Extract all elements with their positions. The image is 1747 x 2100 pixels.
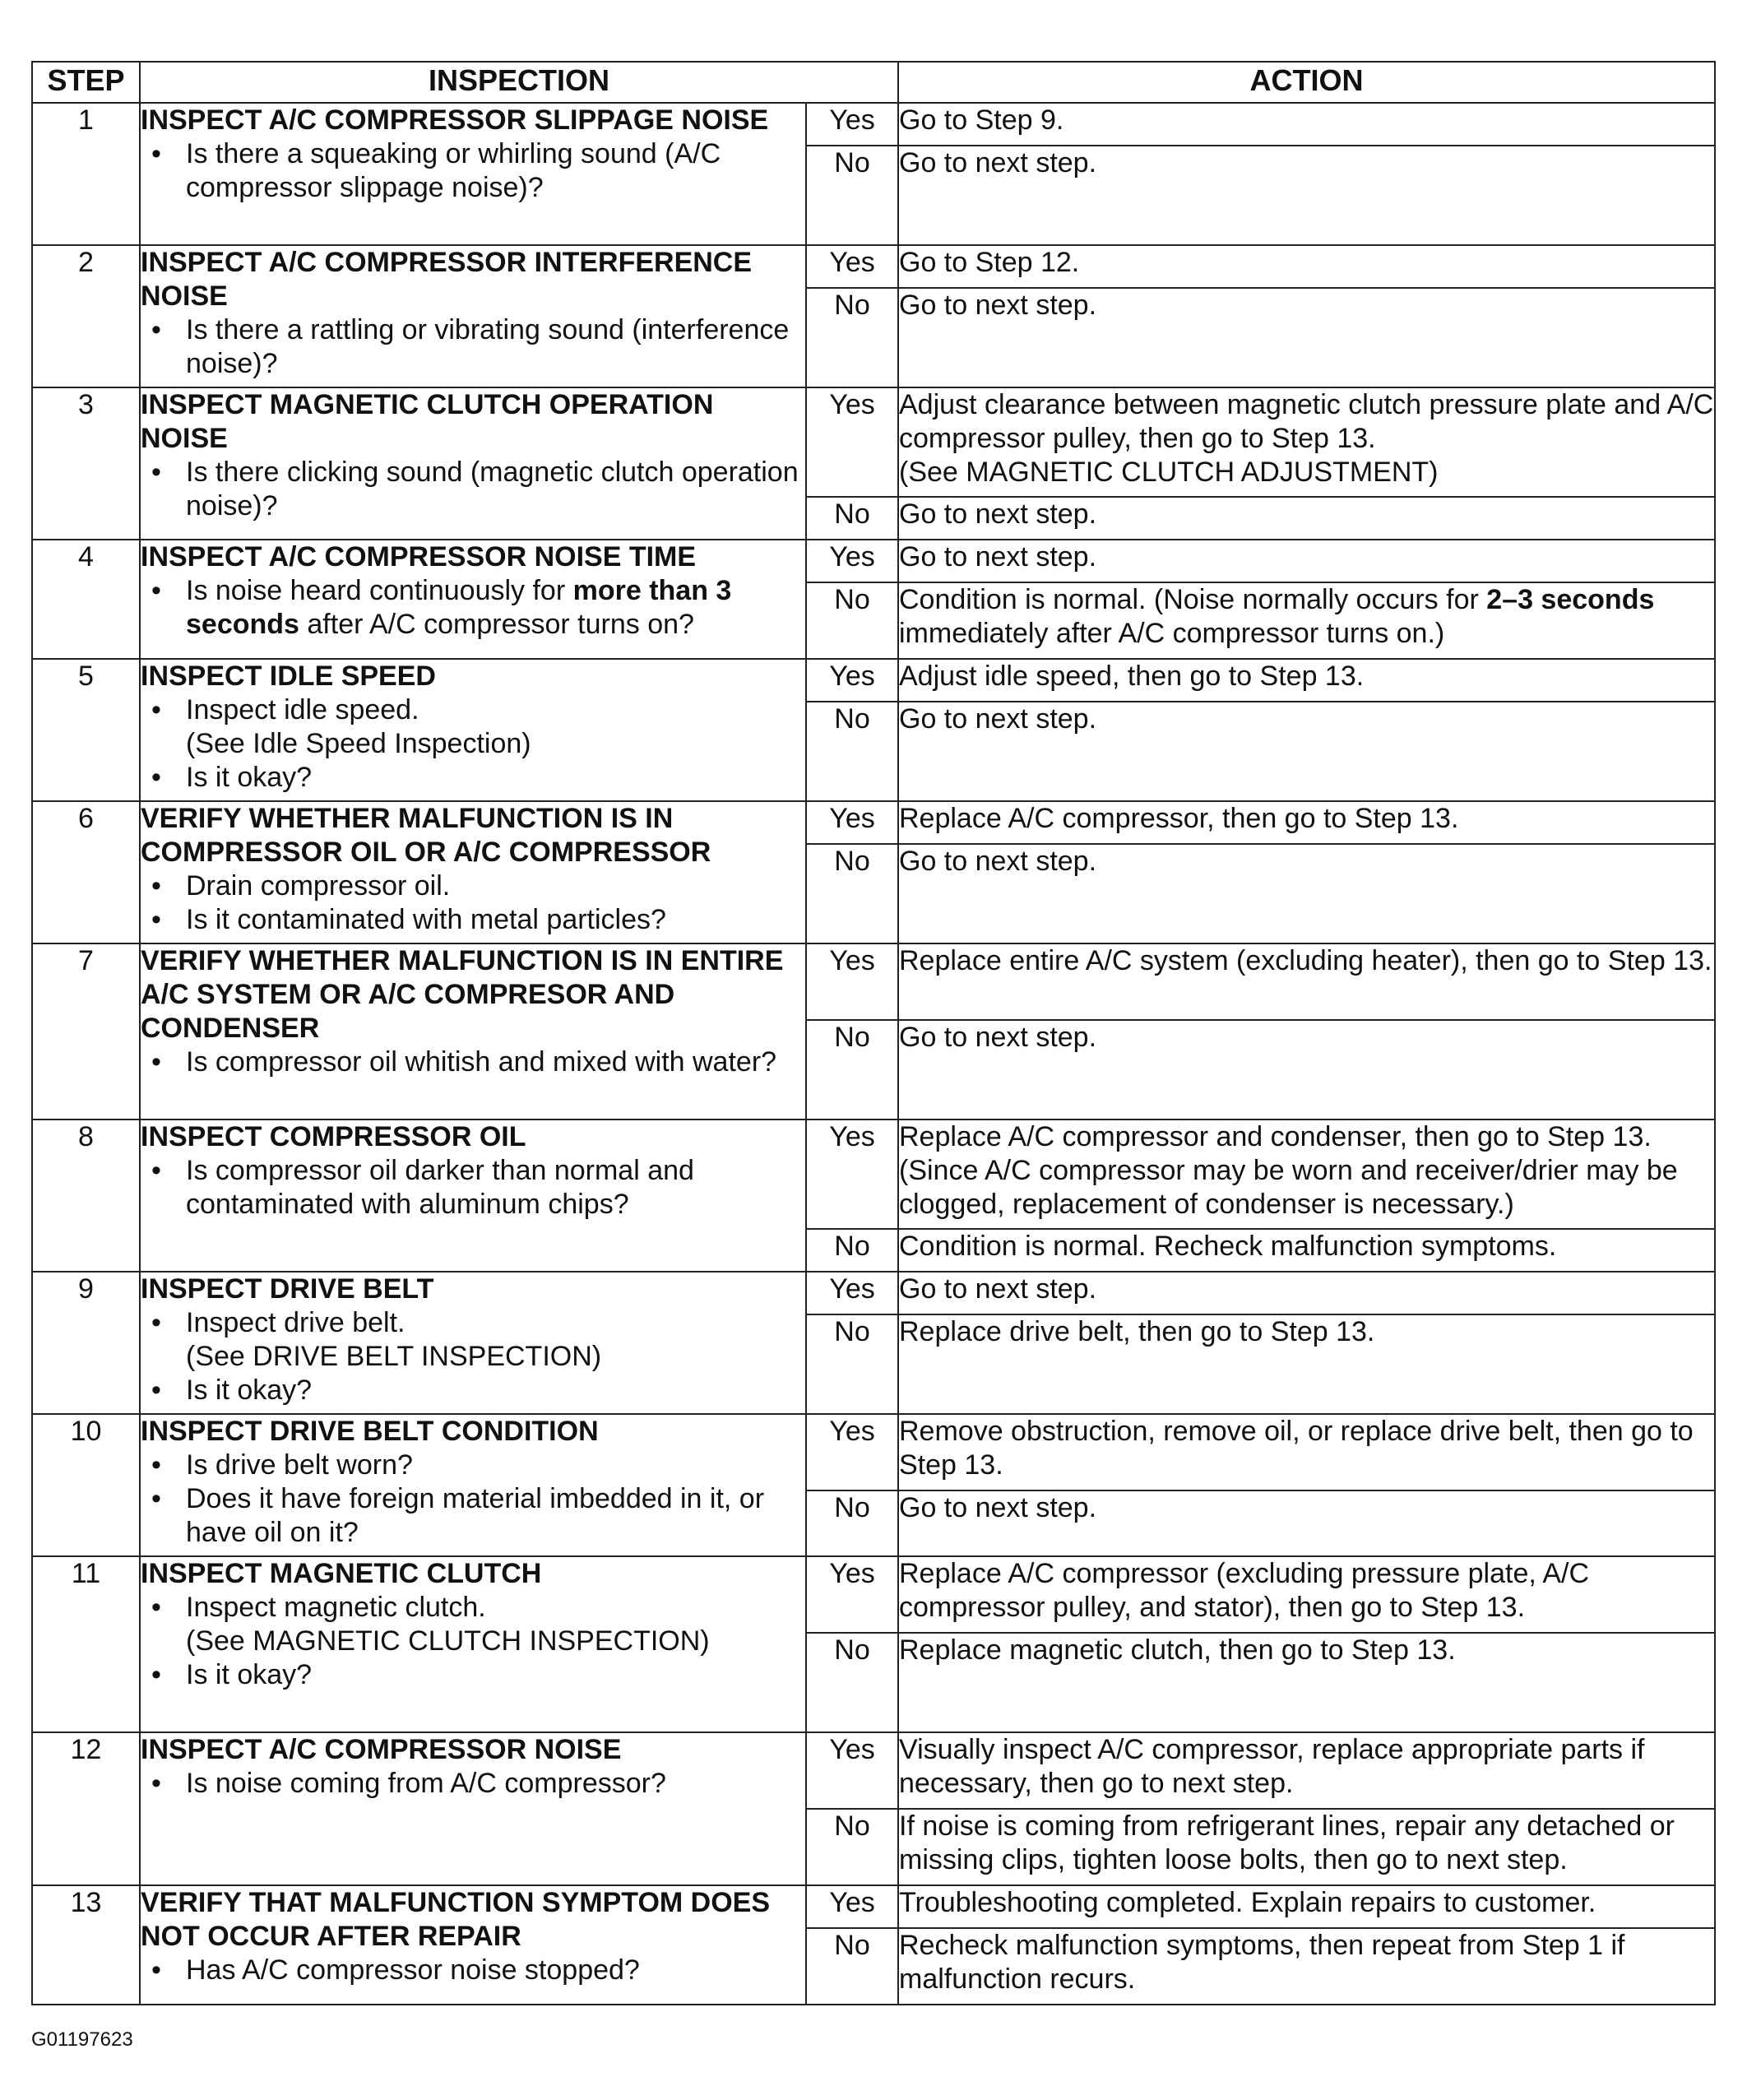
- table-row: [32, 659, 1715, 702]
- step-number: 3: [32, 387, 140, 540]
- answer-yes: Yes: [806, 1732, 898, 1809]
- answer-yes: Yes: [806, 1414, 898, 1490]
- inspection-cell: [140, 245, 806, 387]
- action-cell: Go to next step.: [898, 146, 1715, 245]
- inspection-item: • Is it okay?: [186, 1658, 805, 1692]
- step-number: 13: [32, 1885, 140, 2005]
- answer-yes: Yes: [806, 103, 898, 146]
- step-number: 10: [32, 1414, 140, 1556]
- answer-yes: Yes: [806, 387, 898, 497]
- inspection-item: • Is there a squeaking or whirling sound (A/C compressor slippage noise)?: [186, 137, 805, 205]
- inspection-item: • Is noise coming from A/C compressor?: [186, 1767, 805, 1801]
- item-reference: (See Idle Speed Inspection): [186, 728, 531, 759]
- header-step: STEP: [32, 62, 140, 103]
- inspection-cell: [140, 387, 806, 540]
- table-row: [32, 1732, 1715, 1809]
- table-row: [32, 245, 1715, 288]
- inspection-cell: [140, 540, 806, 659]
- inspection-item: • Is compressor oil whitish and mixed with water?: [186, 1045, 805, 1079]
- inspection-title: INSPECT A/C COMPRESSOR INTERFERENCE NOISE: [141, 247, 753, 312]
- inspection-item: • Is it okay?: [186, 761, 805, 795]
- figure-id: G01197623: [31, 2028, 133, 2051]
- inspection-title: INSPECT MAGNETIC CLUTCH: [141, 1558, 542, 1589]
- step-number: 9: [32, 1272, 140, 1414]
- action-cell: Go to next step.: [898, 497, 1715, 540]
- inspection-title: VERIFY THAT MALFUNCTION SYMPTOM DOES NOT OCCUR AFTER REPAIR: [141, 1887, 771, 1952]
- item-reference: (See MAGNETIC CLUTCH INSPECTION): [186, 1625, 710, 1657]
- action-cell: Go to next step.: [898, 1272, 1715, 1314]
- action-cell: Recheck malfunction symptoms, then repeat from Step 1 if malfunction recurs.: [898, 1928, 1715, 2005]
- action-emphasis: 2–3 seconds: [1486, 584, 1655, 615]
- action-cell: Visually inspect A/C compressor, replace appropriate parts if necessary, then go to next step.: [898, 1732, 1715, 1809]
- item-emphasis: more than 3 seconds: [186, 575, 732, 640]
- action-cell: Replace magnetic clutch, then go to Step 13.: [898, 1633, 1715, 1732]
- action-cell: Adjust idle speed, then go to Step 13.: [898, 659, 1715, 702]
- answer-yes: Yes: [806, 1885, 898, 1928]
- action-cell: Go to next step.: [898, 1020, 1715, 1120]
- table-header-row: [32, 62, 1715, 103]
- action-cell: Remove obstruction, remove oil, or replace drive belt, then go to Step 13.: [898, 1414, 1715, 1490]
- table-row: [32, 103, 1715, 146]
- inspection-cell: [140, 1272, 806, 1414]
- inspection-cell: [140, 943, 806, 1120]
- answer-no: No: [806, 497, 898, 540]
- table-row: [32, 1414, 1715, 1490]
- item-text: after A/C compressor turns on?: [299, 609, 694, 640]
- action-cell: Go to next step.: [898, 702, 1715, 801]
- inspection-item: • Is there a rattling or vibrating sound (interference noise)?: [186, 313, 805, 381]
- action-cell: Replace A/C compressor, then go to Step 13.: [898, 801, 1715, 844]
- inspection-title: INSPECT A/C COMPRESSOR SLIPPAGE NOISE: [141, 104, 769, 136]
- action-cell: Replace A/C compressor and condenser, then go to Step 13. (Since A/C compressor may be worn and receiver/drier may be clogged, replacement of condenser is necessary.): [898, 1120, 1715, 1229]
- table-row: [32, 1556, 1715, 1633]
- step-number: 4: [32, 540, 140, 659]
- action-reference: (See MAGNETIC CLUTCH ADJUSTMENT): [899, 457, 1439, 488]
- inspection-cell: [140, 1120, 806, 1272]
- inspection-item: • Is compressor oil darker than normal and contaminated with aluminum chips?: [186, 1154, 805, 1222]
- step-number: 8: [32, 1120, 140, 1272]
- action-cell: Troubleshooting completed. Explain repairs to customer.: [898, 1885, 1715, 1928]
- answer-no: No: [806, 146, 898, 245]
- answer-no: No: [806, 1633, 898, 1732]
- action-cell: If noise is coming from refrigerant lines, repair any detached or missing clips, tighten loose bolts, then go to next step.: [898, 1809, 1715, 1885]
- inspection-cell: [140, 1885, 806, 2005]
- step-number: 11: [32, 1556, 140, 1732]
- inspection-item: • Is there clicking sound (magnetic clutch operation noise)?: [186, 456, 805, 523]
- inspection-item: • Is drive belt worn?: [186, 1449, 805, 1482]
- answer-no: No: [806, 702, 898, 801]
- action-cell: Go to next step.: [898, 540, 1715, 582]
- inspection-title: INSPECT COMPRESSOR OIL: [141, 1121, 526, 1152]
- item-text: Inspect drive belt.: [186, 1307, 405, 1338]
- item-text: Inspect idle speed.: [186, 694, 419, 725]
- inspection-item: [186, 693, 805, 761]
- inspection-title: INSPECT IDLE SPEED: [141, 661, 436, 692]
- inspection-cell: [140, 1414, 806, 1556]
- table-row: [32, 801, 1715, 844]
- item-text: Is noise heard continuously for: [186, 575, 573, 606]
- table-row: [32, 943, 1715, 1020]
- action-cell: Go to next step.: [898, 844, 1715, 943]
- inspection-item: • Does it have foreign material imbedded in it, or have oil on it?: [186, 1482, 805, 1550]
- answer-no: No: [806, 1928, 898, 2005]
- header-inspection: INSPECTION: [140, 62, 898, 103]
- answer-yes: Yes: [806, 1272, 898, 1314]
- inspection-cell: [140, 1556, 806, 1732]
- inspection-cell: [140, 659, 806, 801]
- answer-no: No: [806, 1490, 898, 1556]
- table-row: [32, 1120, 1715, 1229]
- answer-yes: Yes: [806, 245, 898, 288]
- troubleshooting-document: [31, 61, 1714, 2005]
- step-number: 1: [32, 103, 140, 245]
- inspection-item: • Has A/C compressor noise stopped?: [186, 1954, 805, 1987]
- inspection-title: VERIFY WHETHER MALFUNCTION IS IN ENTIRE A/C SYSTEM OR A/C COMPRESOR AND CONDENSER: [141, 945, 784, 1044]
- action-cell: [898, 387, 1715, 497]
- action-cell: Replace drive belt, then go to Step 13.: [898, 1314, 1715, 1414]
- step-number: 7: [32, 943, 140, 1120]
- inspection-item: • Is it contaminated with metal particles?: [186, 903, 805, 937]
- inspection-cell: [140, 1732, 806, 1885]
- inspection-item: • Drain compressor oil.: [186, 869, 805, 903]
- answer-no: No: [806, 1020, 898, 1120]
- table-row: [32, 1885, 1715, 1928]
- table-row: [32, 540, 1715, 582]
- table-row: [32, 387, 1715, 497]
- step-number: 5: [32, 659, 140, 801]
- troubleshooting-table: [31, 61, 1716, 2005]
- action-cell: Replace A/C compressor (excluding pressure plate, A/C compressor pulley, and stator), then go to Step 13.: [898, 1556, 1715, 1633]
- inspection-title: INSPECT A/C COMPRESSOR NOISE TIME: [141, 541, 697, 573]
- inspection-cell: [140, 801, 806, 943]
- inspection-title: INSPECT DRIVE BELT: [141, 1273, 434, 1305]
- answer-yes: Yes: [806, 659, 898, 702]
- item-reference: (See DRIVE BELT INSPECTION): [186, 1341, 602, 1372]
- inspection-item: [186, 574, 805, 642]
- table-row: [32, 1272, 1715, 1314]
- step-number: 2: [32, 245, 140, 387]
- answer-no: No: [806, 1314, 898, 1414]
- inspection-title: INSPECT MAGNETIC CLUTCH OPERATION NOISE: [141, 389, 714, 454]
- answer-no: No: [806, 1809, 898, 1885]
- answer-yes: Yes: [806, 1120, 898, 1229]
- step-number: 6: [32, 801, 140, 943]
- inspection-title: INSPECT DRIVE BELT CONDITION: [141, 1416, 599, 1447]
- answer-yes: Yes: [806, 540, 898, 582]
- inspection-title: INSPECT A/C COMPRESSOR NOISE: [141, 1734, 622, 1765]
- step-number: 12: [32, 1732, 140, 1885]
- answer-yes: Yes: [806, 943, 898, 1020]
- action-text: Adjust clearance between magnetic clutch pressure plate and A/C compressor pulley, then go to Step 13.: [899, 389, 1714, 454]
- answer-no: No: [806, 288, 898, 387]
- action-cell: Condition is normal. Recheck malfunction symptoms.: [898, 1229, 1715, 1272]
- action-text: immediately after A/C compressor turns on.): [899, 618, 1445, 649]
- inspection-item: [186, 1306, 805, 1374]
- answer-yes: Yes: [806, 801, 898, 844]
- inspection-item: • Is it okay?: [186, 1374, 805, 1407]
- inspection-title: VERIFY WHETHER MALFUNCTION IS IN COMPRESSOR OIL OR A/C COMPRESSOR: [141, 803, 711, 868]
- answer-no: No: [806, 1229, 898, 1272]
- action-cell: Go to Step 12.: [898, 245, 1715, 288]
- action-cell: Go to Step 9.: [898, 103, 1715, 146]
- inspection-cell: [140, 103, 806, 245]
- inspection-item: [186, 1591, 805, 1658]
- action-cell: Go to next step.: [898, 288, 1715, 387]
- action-cell: Replace entire A/C system (excluding heater), then go to Step 13.: [898, 943, 1715, 1020]
- answer-no: No: [806, 582, 898, 659]
- action-cell: Go to next step.: [898, 1490, 1715, 1556]
- action-cell: [898, 582, 1715, 659]
- header-action: ACTION: [898, 62, 1715, 103]
- action-text: Condition is normal. (Noise normally occurs for: [899, 584, 1487, 615]
- answer-no: No: [806, 844, 898, 943]
- item-text: Inspect magnetic clutch.: [186, 1592, 486, 1623]
- answer-yes: Yes: [806, 1556, 898, 1633]
